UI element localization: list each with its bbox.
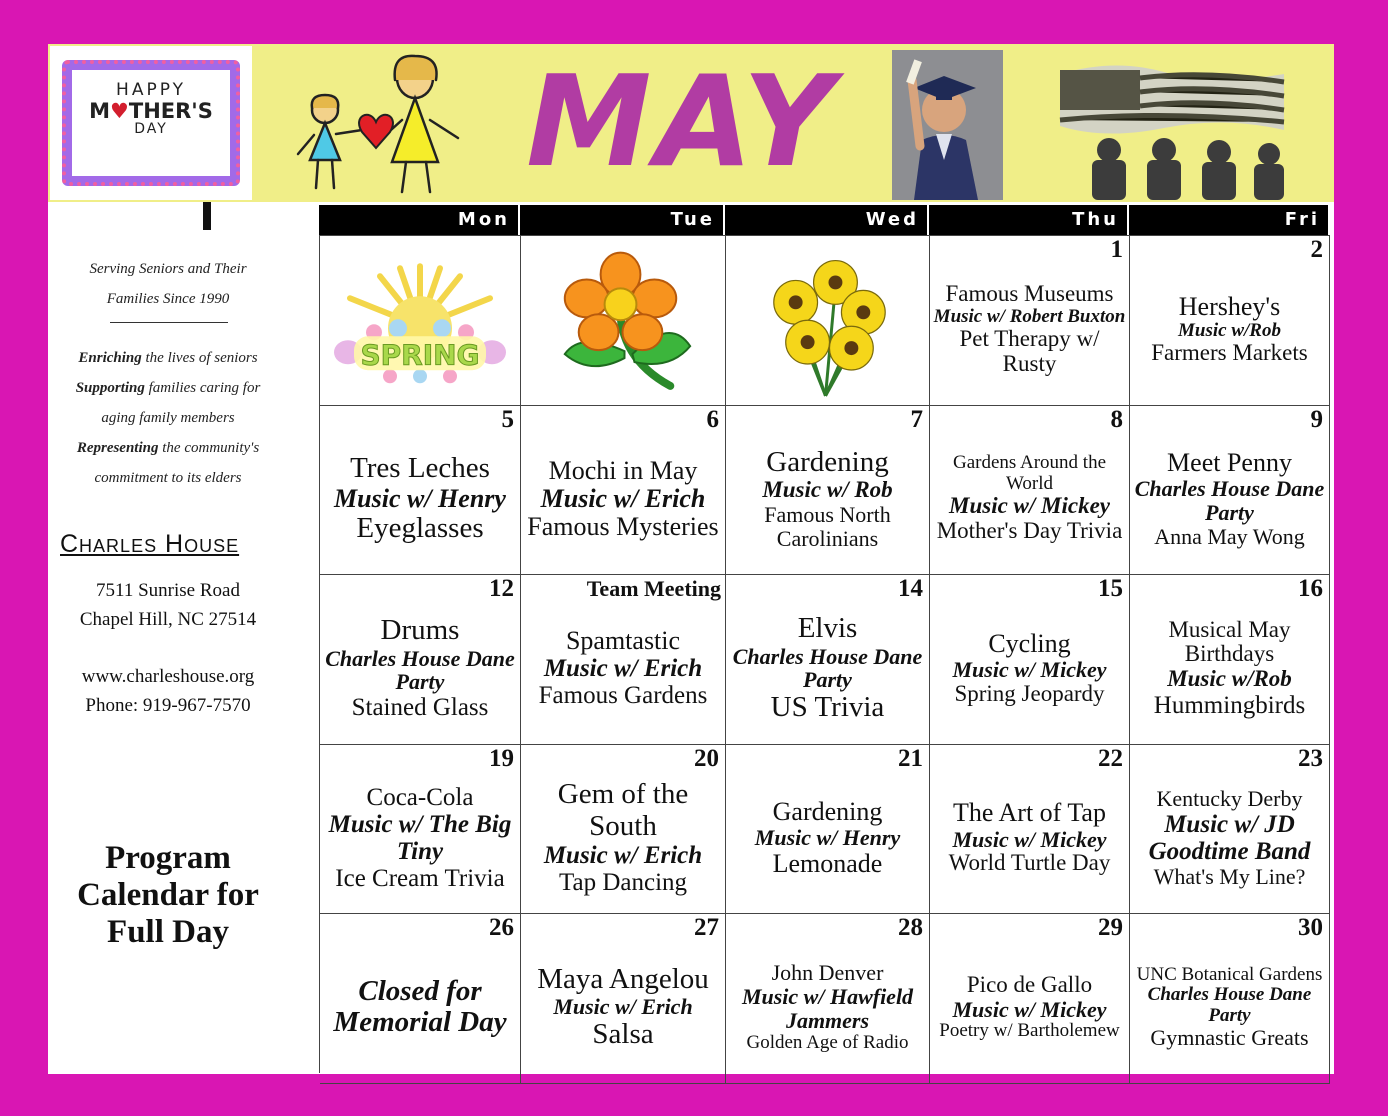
calendar-day-cell[interactable] [1130, 914, 1330, 1084]
day-number: 9 [1310, 405, 1323, 433]
featured-event: Music w/ Robert Buxton [933, 305, 1126, 327]
calendar-week [320, 914, 1330, 1084]
event-item: World Turtle Day [948, 850, 1111, 876]
event-list [726, 575, 929, 744]
featured-event: Charles House Dane Party [325, 645, 515, 695]
calendar-week [320, 745, 1330, 915]
month-title: MAY [526, 48, 838, 195]
event-item: Elvis [797, 612, 858, 645]
calendar-day-cell[interactable] [320, 914, 521, 1084]
event-item: Tap Dancing [558, 869, 688, 897]
event-item: Meet Penny [1167, 448, 1292, 478]
event-list [726, 406, 929, 575]
event-list [320, 406, 520, 575]
calendar-day-cell[interactable] [521, 575, 726, 745]
event-item: Mochi in May [548, 455, 698, 485]
sidebar [48, 202, 318, 1074]
calendar-day-cell[interactable] [930, 236, 1130, 406]
featured-event: Music w/ Hawfield Jammers [741, 984, 914, 1033]
calendar-day-cell[interactable] [930, 406, 1130, 576]
event-item: Cycling [988, 628, 1071, 658]
event-item: Kentucky Derby [1156, 786, 1303, 811]
event-item: Ice Cream Trivia [335, 864, 505, 892]
calendar-day-cell[interactable] [320, 406, 521, 576]
featured-event: Music w/ Erich [553, 994, 693, 1020]
calendar-day-cell[interactable] [320, 575, 521, 745]
calendar-week [320, 406, 1330, 576]
weekday-tue: Tue [520, 205, 723, 235]
weekday-wed: Wed [725, 205, 927, 235]
featured-event: Music w/ Mickey [952, 826, 1107, 852]
event-item: UNC Botanical Gardens [1136, 963, 1323, 985]
day-number: 19 [489, 744, 514, 772]
weekday-fri: Fri [1129, 205, 1328, 235]
weekday-header [319, 205, 1330, 235]
featured-event: Closed for Memorial Day [333, 974, 507, 1039]
featured-event: Music w/ JD Goodtime Band [1148, 810, 1311, 865]
event-item: Lemonade [772, 848, 883, 878]
featured-event: Music w/ Mickey [949, 493, 1110, 519]
calendar-day-cell[interactable] [320, 236, 521, 406]
day-number: 16 [1298, 575, 1323, 602]
event-list [1130, 745, 1329, 914]
event-item: Spring Jeopardy [954, 680, 1105, 706]
event-list [930, 575, 1129, 744]
event-item: US Trivia [770, 691, 885, 723]
featured-event: Music w/ Erich [540, 483, 706, 513]
featured-event: Music w/ Rob [762, 477, 893, 503]
tagline: Serving Seniors and Their Families Since 1990 [89, 261, 247, 307]
heart-icon: ♥ [110, 98, 129, 123]
event-item: Pico de Gallo [966, 971, 1093, 997]
featured-event: Charles House Dane Party [732, 643, 923, 693]
day-number: 8 [1110, 405, 1123, 433]
weekday-thu: Thu [929, 205, 1127, 235]
event-item: Gardening [766, 445, 889, 478]
orange-flower-icon [521, 236, 725, 405]
calendar-day-cell[interactable] [1130, 236, 1330, 406]
event-list [726, 914, 929, 1083]
day-number: 22 [1098, 744, 1123, 772]
calendar-day-cell[interactable] [726, 575, 930, 745]
event-list [930, 236, 1129, 405]
day-number: 1 [1110, 236, 1123, 263]
event-item: Tres Leches [350, 452, 490, 485]
day-number: 30 [1298, 914, 1323, 941]
day-number: 26 [489, 914, 514, 941]
day-number: 14 [898, 575, 923, 602]
event-item: Famous Mysteries [527, 511, 719, 541]
day-number: 2 [1310, 236, 1323, 263]
event-item: Poetry w/ Bartholemew [939, 1020, 1120, 1042]
featured-event: Music w/ Mickey [952, 657, 1107, 682]
calendar-day-cell[interactable] [521, 914, 726, 1084]
event-item: Golden Age of Radio [746, 1031, 909, 1053]
day-number: 27 [694, 914, 719, 941]
featured-event: Charles House Dane Party [1147, 984, 1312, 1026]
divider [110, 322, 228, 323]
event-list [1130, 236, 1329, 405]
day-number: 7 [910, 405, 923, 433]
event-item: Gymnastic Greats [1150, 1025, 1309, 1051]
featured-event: Charles House Dane Party [1134, 476, 1325, 525]
event-item: Maya Angelou [537, 963, 709, 996]
calendar-day-cell[interactable] [1130, 575, 1330, 745]
event-item: Drums [380, 614, 460, 647]
calendar-week [320, 575, 1330, 745]
event-list [320, 914, 520, 1083]
calendar-day-cell[interactable] [521, 406, 726, 576]
event-item: Stained Glass [351, 694, 489, 722]
event-list [521, 914, 725, 1083]
day-number: 28 [898, 914, 923, 941]
featured-event: Music w/Rob [1178, 319, 1281, 341]
featured-event: Music w/ Henry [334, 483, 506, 513]
event-item: Salsa [592, 1018, 654, 1051]
featured-event: Music w/ The Big Tiny [328, 810, 512, 865]
event-item: Famous Gardens [538, 682, 708, 710]
event-item: Spamtastic [565, 626, 681, 656]
event-item: Gardening [772, 796, 883, 826]
event-item: Gem of the South [557, 778, 689, 842]
event-list [521, 406, 725, 575]
calendar-day-cell[interactable] [521, 745, 726, 915]
event-item: Coca-Cola [366, 783, 474, 811]
event-item: The Art of Tap [953, 798, 1106, 828]
calendar-day-cell[interactable] [930, 914, 1130, 1084]
calendar-day-cell[interactable] [930, 745, 1130, 915]
day-number: 6 [706, 405, 719, 433]
program-title: Program Calendar for Full Day [77, 840, 259, 950]
event-item: Musical May Birthdays [1168, 616, 1291, 667]
calendar-day-cell[interactable] [521, 236, 726, 406]
day-number: 23 [1298, 744, 1323, 772]
calendar-day-cell[interactable] [726, 236, 930, 406]
address: 7511 Sunrise Road Chapel Hill, NC 27514 [79, 580, 257, 630]
event-item: Famous North Carolinians [764, 502, 891, 551]
day-number: 29 [1098, 914, 1123, 941]
svg-text:SPRING: SPRING [360, 338, 480, 372]
event-item: What's My Line? [1153, 863, 1306, 889]
event-list [521, 575, 725, 744]
event-list [930, 745, 1129, 914]
team-meeting-label: Team Meeting [586, 576, 721, 601]
event-item: Pet Therapy w/ Rusty [959, 326, 1100, 376]
day-number: 5 [501, 405, 514, 433]
calendar-day-cell[interactable] [726, 914, 930, 1084]
calendar-day-cell[interactable] [320, 745, 521, 915]
featured-event: Music w/ Henry [754, 824, 901, 850]
website-link[interactable]: www.charleshouse.org [81, 666, 255, 687]
calendar-week [320, 236, 1330, 406]
event-list [320, 575, 520, 744]
graduate-photo [892, 50, 1003, 200]
calendar-grid [319, 205, 1330, 1073]
event-item: Hershey's [1178, 291, 1281, 321]
event-item: Eyeglasses [356, 511, 484, 544]
featured-event: Music w/ Erich [543, 842, 703, 870]
weekday-mon: Mon [319, 205, 518, 235]
calendar-days [319, 235, 1330, 1073]
featured-event: Music w/ Erich [543, 655, 703, 683]
featured-event: Music w/Rob [1167, 666, 1292, 692]
graduate-icon [892, 50, 1003, 200]
header-banner [48, 44, 1334, 202]
event-item: Farmers Markets [1151, 340, 1308, 366]
floral-frame [62, 60, 240, 186]
event-list [1130, 406, 1329, 575]
event-item: Hummingbirds [1153, 691, 1306, 719]
event-list [930, 406, 1129, 575]
mission-statement: Enriching the lives of seniors Supporting families caring for aging family members Representing the community's commitment to its elders [75, 350, 261, 486]
divider-mark [203, 202, 211, 230]
event-item: Mother's Day Trivia [936, 518, 1123, 544]
mothers-day-line3: DAY [134, 120, 168, 137]
mothers-day-line2a: M [89, 98, 111, 123]
day-number: 12 [489, 575, 514, 602]
day-number: 20 [694, 744, 719, 772]
spring-banner-icon [320, 236, 520, 405]
calendar-day-cell[interactable] [726, 406, 930, 576]
mothers-day-line2b: THER'S [128, 98, 213, 123]
mother-child-drawing-icon [280, 50, 490, 200]
event-list [1130, 914, 1329, 1083]
featured-event: Music w/ Mickey [952, 996, 1107, 1022]
event-item: Famous Museums [945, 280, 1114, 306]
day-number: 21 [898, 744, 923, 772]
day-number: 15 [1098, 575, 1123, 602]
phone-number: Phone: 919-967-7570 [85, 695, 251, 716]
calendar-day-cell[interactable] [1130, 406, 1330, 576]
event-item: Anna May Wong [1154, 523, 1305, 549]
mothers-day-line1: HAPPY [116, 80, 186, 100]
calendar-day-cell[interactable] [1130, 745, 1330, 915]
event-list [930, 914, 1129, 1083]
event-item: Gardens Around the World [952, 452, 1107, 494]
calendar-page [48, 44, 1334, 1074]
event-list [1130, 575, 1329, 744]
mothers-day-card [50, 46, 252, 200]
calendar-day-cell[interactable] [930, 575, 1130, 745]
organization-name: Charles House [60, 530, 240, 558]
event-item: John Denver [771, 960, 884, 986]
yellow-daisies-icon [726, 236, 929, 405]
event-list [726, 745, 929, 914]
flag-soldiers-icon [1054, 60, 1294, 200]
calendar-day-cell[interactable] [726, 745, 930, 915]
contact-info [48, 662, 288, 720]
event-list [320, 745, 520, 914]
event-list [521, 745, 725, 914]
